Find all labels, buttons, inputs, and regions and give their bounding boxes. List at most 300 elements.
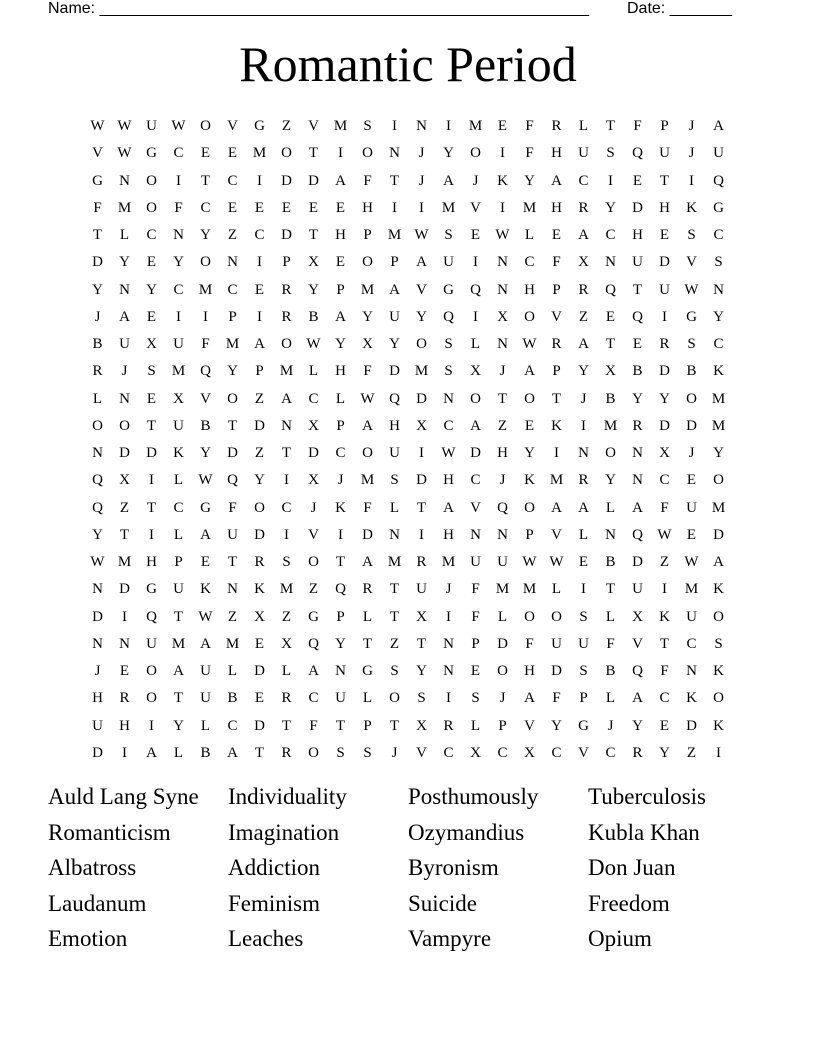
grid-letter: X — [308, 472, 319, 489]
grid-letter: H — [443, 472, 454, 489]
grid-letter: U — [173, 581, 184, 598]
word-list-item: Albatross — [48, 855, 137, 880]
grid-letter: U — [335, 690, 346, 707]
grid-letter: A — [281, 390, 292, 407]
grid-letter: P — [255, 363, 264, 380]
grid-letter: F — [525, 635, 534, 652]
grid-letter: R — [578, 281, 589, 298]
word-list-item: Tuberculosis — [588, 784, 706, 809]
grid-letter: C — [146, 227, 157, 244]
grid-letter: C — [659, 690, 670, 707]
grid-letter: U — [632, 254, 643, 271]
grid-letter: A — [713, 118, 724, 135]
grid-letter: W — [441, 445, 456, 462]
grid-letter: N — [92, 635, 103, 652]
grid-letter: E — [335, 199, 346, 216]
grid-letter: J — [607, 717, 614, 734]
grid-letter: U — [551, 635, 562, 652]
grid-letter: B — [200, 417, 211, 434]
grid-letter: G — [362, 663, 373, 680]
grid-letter: I — [554, 445, 559, 462]
grid-letter: I — [662, 581, 667, 598]
grid-letter: X — [281, 635, 292, 652]
grid-letter: A — [443, 499, 454, 516]
grid-letter: P — [363, 717, 372, 734]
grid-letter: Y — [416, 308, 427, 325]
grid-letter: F — [363, 499, 372, 516]
grid-letter: S — [417, 690, 426, 707]
header-line — [0, 0, 816, 22]
grid-letter: S — [444, 336, 453, 353]
grid-letter: H — [524, 663, 535, 680]
grid-letter: P — [174, 554, 183, 571]
grid-letter: C — [443, 417, 454, 434]
grid-letter: N — [497, 281, 508, 298]
grid-letter: W — [117, 118, 132, 135]
grid-letter: S — [714, 254, 723, 271]
grid-letter: Z — [686, 744, 697, 761]
grid-letter: A — [443, 172, 454, 189]
grid-letter: T — [416, 499, 427, 516]
word-list-item: Kubla Khan — [588, 819, 700, 845]
word-list-item: Ozymandius — [408, 819, 525, 845]
word-list-item: Imagination — [228, 819, 340, 845]
word-list-item: Addiction — [228, 855, 320, 880]
grid-letter: R — [416, 554, 427, 571]
grid-letter: T — [389, 608, 400, 625]
grid-letter: N — [497, 526, 508, 543]
grid-letter: J — [580, 390, 587, 407]
grid-letter: A — [632, 690, 643, 707]
grid-letter: G — [713, 199, 724, 216]
grid-letter: G — [200, 499, 211, 516]
grid-letter: Z — [281, 118, 292, 135]
grid-letter: S — [282, 554, 291, 571]
grid-letter: V — [551, 308, 562, 325]
grid-letter: F — [93, 199, 102, 216]
grid-letter: I — [176, 172, 181, 189]
grid-letter: T — [92, 227, 103, 244]
grid-letter: D — [227, 445, 238, 462]
grid-letter: T — [389, 172, 400, 189]
grid-letter: N — [227, 254, 238, 271]
word-list-item: Laudanum — [48, 890, 147, 916]
grid-letter: T — [146, 499, 157, 516]
grid-letter: H — [497, 445, 508, 462]
grid-letter: D — [119, 581, 130, 598]
grid-letter: X — [119, 472, 130, 489]
grid-letter: H — [92, 690, 103, 707]
grid-letter: E — [578, 554, 589, 571]
grid-letter: U — [146, 118, 157, 135]
grid-letter: M — [441, 554, 456, 571]
letter-grid — [84, 113, 732, 767]
grid-letter: N — [389, 145, 400, 162]
grid-letter: Q — [632, 308, 643, 325]
grid-letter: Y — [524, 445, 535, 462]
grid-letter: H — [551, 199, 562, 216]
grid-letter: Z — [497, 417, 508, 434]
grid-letter: N — [119, 390, 130, 407]
grid-letter: I — [500, 145, 505, 162]
grid-letter: U — [497, 554, 508, 571]
grid-letter: H — [335, 227, 346, 244]
grid-letter: U — [200, 690, 211, 707]
grid-letter: I — [176, 308, 181, 325]
grid-letter: A — [551, 499, 562, 516]
grid-letter: I — [122, 744, 127, 761]
grid-letter: L — [281, 663, 292, 680]
grid-letter: N — [119, 281, 130, 298]
grid-letter: Y — [335, 635, 346, 652]
grid-letter: Q — [146, 608, 157, 625]
grid-letter: W — [90, 554, 105, 571]
grid-letter: D — [281, 227, 292, 244]
grid-letter: J — [445, 581, 452, 598]
grid-letter: I — [446, 118, 451, 135]
grid-letter: J — [499, 472, 506, 489]
grid-letter: J — [121, 363, 128, 380]
grid-letter: V — [416, 281, 427, 298]
grid-letter: W — [684, 281, 699, 298]
grid-letter: I — [284, 472, 289, 489]
grid-letter: Y — [605, 472, 616, 489]
grid-letter: Q — [92, 499, 103, 516]
grid-letter: C — [200, 199, 211, 216]
grid-letter: Y — [713, 445, 724, 462]
grid-letter: B — [605, 390, 616, 407]
grid-letter: C — [470, 472, 481, 489]
grid-letter: Y — [308, 281, 319, 298]
word-list-item: Individuality — [228, 784, 347, 809]
word-list-item: Feminism — [228, 890, 321, 916]
grid-letter: D — [92, 744, 103, 761]
grid-letter: I — [122, 608, 127, 625]
grid-letter: U — [443, 254, 454, 271]
grid-letter: C — [308, 390, 319, 407]
grid-letter: J — [472, 172, 479, 189]
grid-letter: T — [227, 554, 238, 571]
grid-letter: E — [146, 308, 157, 325]
word-list-item: Leaches — [228, 926, 304, 951]
grid-letter: S — [444, 363, 453, 380]
grid-letter: C — [686, 635, 697, 652]
grid-letter: X — [470, 363, 481, 380]
grid-letter: Z — [254, 445, 265, 462]
grid-letter: D — [659, 417, 670, 434]
grid-letter: C — [227, 717, 238, 734]
grid-letter: Y — [335, 336, 346, 353]
grid-letter: F — [471, 608, 480, 625]
grid-letter: U — [173, 417, 184, 434]
grid-letter: K — [686, 690, 697, 707]
grid-letter: F — [606, 635, 615, 652]
grid-letter: I — [149, 472, 154, 489]
grid-letter: N — [173, 227, 184, 244]
grid-letter: W — [522, 554, 537, 571]
grid-letter: Q — [389, 390, 400, 407]
grid-letter: U — [659, 281, 670, 298]
grid-letter: Y — [200, 445, 211, 462]
grid-letter: F — [525, 145, 534, 162]
grid-letter: N — [632, 445, 643, 462]
grid-letter: M — [117, 199, 132, 216]
grid-letter: P — [336, 608, 345, 625]
grid-letter: E — [254, 281, 265, 298]
grid-letter: S — [471, 690, 480, 707]
grid-letter: X — [659, 445, 670, 462]
grid-letter: C — [308, 690, 319, 707]
grid-letter: X — [308, 254, 319, 271]
grid-letter: E — [227, 199, 238, 216]
grid-letter: U — [92, 717, 103, 734]
grid-letter: Q — [308, 635, 319, 652]
grid-letter: I — [689, 172, 694, 189]
grid-letter: P — [228, 308, 237, 325]
grid-letter: Y — [632, 717, 643, 734]
grid-letter: N — [92, 581, 103, 598]
grid-letter: R — [254, 554, 265, 571]
grid-letter: X — [605, 363, 616, 380]
grid-letter: J — [688, 445, 695, 462]
grid-letter: M — [117, 554, 132, 571]
grid-letter: Y — [92, 526, 103, 543]
grid-letter: A — [335, 172, 346, 189]
grid-letter: I — [257, 308, 262, 325]
grid-letter: A — [227, 744, 238, 761]
grid-letter: N — [227, 581, 238, 598]
grid-letter: Y — [227, 363, 238, 380]
grid-letter: D — [389, 363, 400, 380]
grid-letter: O — [308, 744, 319, 761]
grid-letter: J — [688, 145, 695, 162]
grid-letter: S — [579, 663, 588, 680]
grid-letter: C — [173, 281, 184, 298]
grid-letter: B — [605, 554, 616, 571]
grid-letter: O — [146, 663, 157, 680]
grid-letter: Q — [605, 281, 616, 298]
grid-letter: Q — [443, 308, 454, 325]
grid-letter: O — [470, 145, 481, 162]
grid-letter: I — [284, 526, 289, 543]
grid-letter: G — [254, 118, 265, 135]
grid-letter: M — [225, 635, 240, 652]
grid-letter: W — [549, 554, 564, 571]
grid-letter: H — [443, 526, 454, 543]
grid-letter: T — [659, 635, 670, 652]
grid-letter: A — [524, 690, 535, 707]
grid-letter: K — [335, 499, 346, 516]
grid-letter: Q — [470, 281, 481, 298]
grid-letter: T — [281, 717, 292, 734]
grid-letter: F — [174, 199, 183, 216]
grid-letter: T — [605, 581, 616, 598]
grid-letter: N — [281, 417, 292, 434]
grid-letter: O — [389, 690, 400, 707]
grid-letter: D — [254, 417, 265, 434]
grid-letter: G — [686, 308, 697, 325]
grid-letter: U — [200, 663, 211, 680]
grid-letter: I — [581, 581, 586, 598]
grid-letter: H — [119, 717, 130, 734]
grid-letter: M — [360, 281, 375, 298]
grid-letter: D — [308, 445, 319, 462]
grid-letter: Q — [335, 581, 346, 598]
grid-letter: Y — [659, 390, 670, 407]
grid-letter: D — [632, 554, 643, 571]
grid-letter: L — [200, 717, 211, 734]
grid-letter: N — [443, 635, 454, 652]
grid-letter: T — [335, 717, 346, 734]
grid-letter: D — [308, 172, 319, 189]
word-list-item: Posthumously — [408, 784, 539, 809]
grid-letter: S — [444, 227, 453, 244]
grid-letter: T — [551, 390, 562, 407]
word-list — [48, 780, 768, 958]
grid-letter: T — [605, 336, 616, 353]
grid-letter: Y — [443, 145, 454, 162]
grid-letter: J — [94, 308, 101, 325]
grid-letter: C — [227, 281, 238, 298]
grid-letter: D — [119, 445, 130, 462]
grid-letter: E — [632, 336, 643, 353]
grid-letter: I — [338, 145, 343, 162]
grid-letter: Y — [578, 363, 589, 380]
grid-letter: E — [254, 635, 265, 652]
grid-letter: Y — [524, 172, 535, 189]
grid-letter: A — [173, 663, 184, 680]
grid-letter: A — [200, 526, 211, 543]
grid-letter: N — [119, 172, 130, 189]
grid-letter: I — [419, 199, 424, 216]
grid-letter: O — [281, 145, 292, 162]
grid-letter: C — [605, 744, 616, 761]
grid-letter: N — [416, 118, 427, 135]
name-field: Name: _______________________________________________________ — [48, 0, 589, 17]
grid-letter: E — [119, 663, 130, 680]
grid-letter: O — [362, 145, 373, 162]
grid-letter: I — [500, 199, 505, 216]
grid-letter: Y — [254, 472, 265, 489]
grid-letter: E — [146, 390, 157, 407]
grid-letter: A — [578, 499, 589, 516]
grid-letter: E — [686, 472, 697, 489]
grid-letter: U — [173, 336, 184, 353]
grid-letter: T — [335, 554, 346, 571]
grid-letter: U — [146, 635, 157, 652]
grid-letter: R — [659, 336, 670, 353]
grid-letter: A — [362, 417, 373, 434]
grid-letter: A — [578, 227, 589, 244]
grid-letter: C — [254, 227, 265, 244]
grid-letter: I — [149, 717, 154, 734]
grid-letter: K — [200, 581, 211, 598]
grid-letter: M — [198, 281, 213, 298]
grid-letter: Z — [281, 608, 292, 625]
grid-letter: K — [713, 581, 724, 598]
grid-letter: V — [632, 635, 643, 652]
grid-letter: W — [414, 227, 429, 244]
grid-letter: S — [714, 635, 723, 652]
grid-letter: L — [470, 336, 481, 353]
grid-letter: O — [362, 445, 373, 462]
grid-letter: M — [360, 472, 375, 489]
grid-letter: A — [254, 336, 265, 353]
grid-letter: J — [391, 744, 398, 761]
grid-letter: D — [254, 663, 265, 680]
grid-letter: D — [470, 445, 481, 462]
grid-letter: O — [713, 608, 724, 625]
grid-letter: W — [90, 118, 105, 135]
grid-letter: Z — [578, 308, 589, 325]
grid-letter: X — [632, 608, 643, 625]
grid-letter: T — [632, 281, 643, 298]
grid-letter: O — [524, 499, 535, 516]
grid-letter: M — [441, 199, 456, 216]
word-list-item: Opium — [588, 926, 652, 951]
grid-letter: I — [419, 445, 424, 462]
grid-letter: R — [281, 744, 292, 761]
grid-letter: V — [686, 254, 697, 271]
grid-letter: K — [659, 608, 670, 625]
grid-letter: R — [92, 363, 103, 380]
grid-letter: U — [713, 145, 724, 162]
grid-letter: L — [470, 717, 481, 734]
grid-letter: Y — [362, 308, 373, 325]
grid-letter: P — [552, 281, 561, 298]
grid-letter: X — [173, 390, 184, 407]
grid-letter: T — [308, 145, 319, 162]
grid-letter: K — [497, 172, 508, 189]
grid-letter: L — [173, 744, 184, 761]
grid-letter: I — [257, 254, 262, 271]
grid-letter: F — [228, 499, 237, 516]
grid-letter: L — [605, 608, 616, 625]
grid-letter: J — [688, 118, 695, 135]
grid-letter: Z — [119, 499, 130, 516]
grid-letter: V — [416, 744, 427, 761]
grid-letter: P — [525, 526, 534, 543]
grid-letter: O — [497, 663, 508, 680]
grid-letter: K — [713, 663, 724, 680]
grid-letter: O — [92, 417, 103, 434]
grid-letter: C — [524, 254, 535, 271]
grid-letter: C — [173, 499, 184, 516]
grid-letter: E — [200, 554, 211, 571]
grid-letter: A — [416, 254, 427, 271]
grid-letter: N — [497, 336, 508, 353]
grid-letter: N — [713, 281, 724, 298]
grid-letter: Q — [632, 526, 643, 543]
grid-letter: D — [632, 199, 643, 216]
grid-letter: B — [200, 744, 211, 761]
grid-letter: T — [497, 390, 508, 407]
grid-letter: P — [336, 417, 345, 434]
grid-letter: R — [578, 199, 589, 216]
grid-letter: M — [279, 581, 294, 598]
grid-letter: E — [659, 717, 670, 734]
grid-letter: Y — [173, 717, 184, 734]
grid-letter: A — [389, 281, 400, 298]
grid-letter: Z — [389, 635, 400, 652]
grid-letter: T — [389, 717, 400, 734]
grid-letter: W — [198, 472, 213, 489]
grid-letter: Q — [227, 472, 238, 489]
grid-letter: E — [227, 145, 238, 162]
grid-letter: P — [336, 281, 345, 298]
grid-letter: O — [200, 254, 211, 271]
grid-letter: E — [308, 199, 319, 216]
